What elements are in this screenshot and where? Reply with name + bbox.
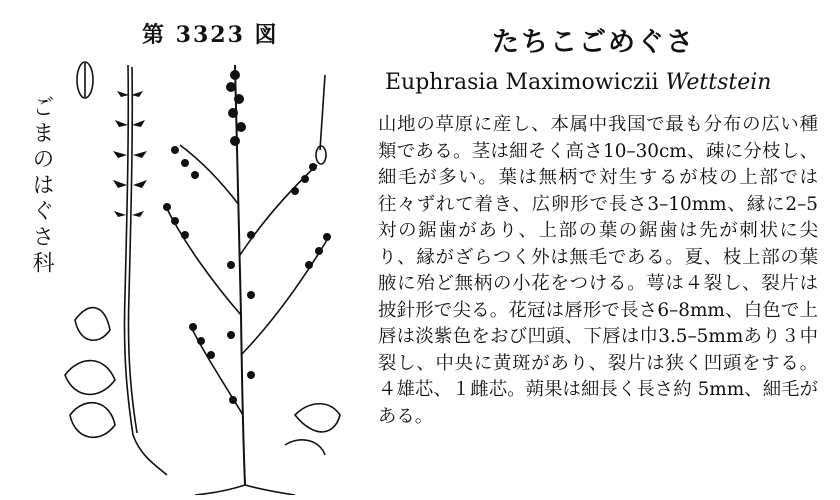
plant-illustration xyxy=(55,55,375,495)
figure-number: 第 3323 図 xyxy=(142,22,279,48)
scientific-name-binomial: Euphrasia Maximowiczii xyxy=(385,70,659,95)
scientific-name-author: Wettstein xyxy=(665,70,772,95)
species-description: 山地の草原に産し、本属中我国で最も分布の広い種類である。茎は細そく高さ10–30cm、疎に分枝し、細毛が多い。葉は無柄で対生するが枝の上部では往々ずれて着き、広卵形で長さ3–10mm、縁に2–5対の鋸歯があり、上部の葉の鋸歯は先が刺状に尖り、縁がざらつく外は無毛である。夏、枝上部の葉腋に殆ど無柄の小花をつける。萼は４裂し、裂片は披針形で尖る。花冠は唇形で長さ6–8mm、白色で上唇は淡紫色をおび凹頭、下唇は巾3.5–5mmあり３中裂し、中央に黄斑があり、裂片は狭く凹頭をする。４雄芯、１雌芯。蒴果は細長く長さ約 5mm、細毛がある。 xyxy=(378,114,818,427)
japanese-name: たちこごめぐさ xyxy=(492,27,695,58)
family-label: ごまのはぐさ科 xyxy=(29,95,54,277)
scientific-name xyxy=(385,70,771,95)
